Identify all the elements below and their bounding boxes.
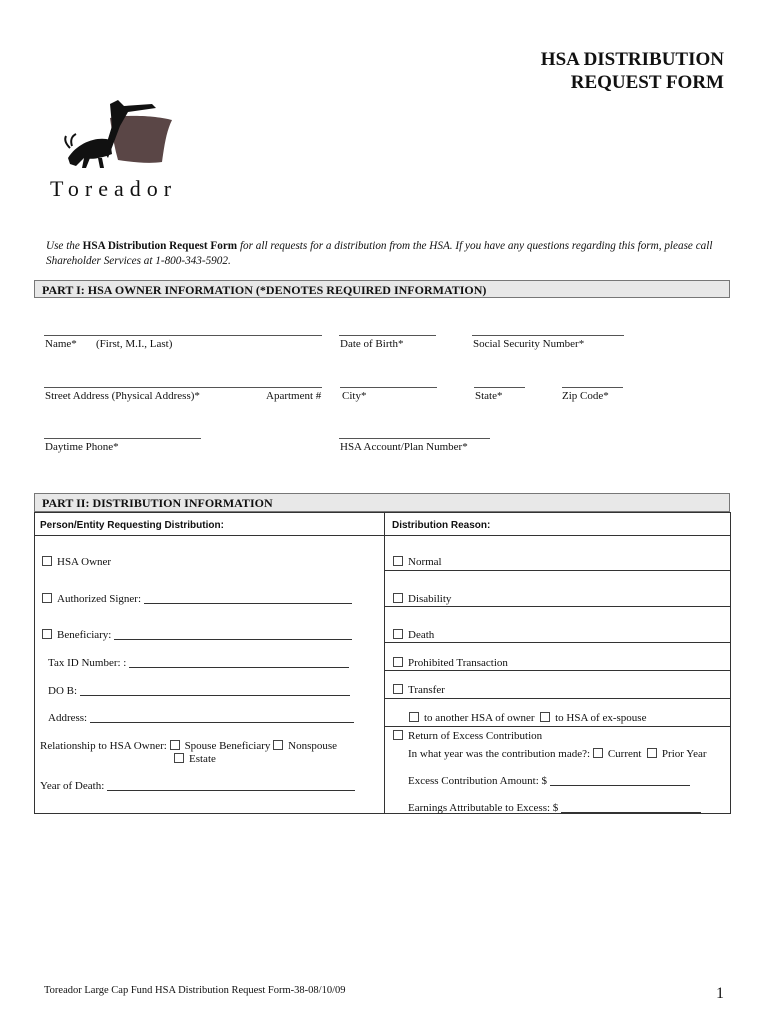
table-row-divider: [384, 670, 731, 671]
state-input[interactable]: [474, 387, 525, 388]
prior-year-label: Prior Year: [661, 748, 707, 760]
reason-transfer-label: Transfer: [408, 684, 445, 696]
zip-label: Zip Code*: [562, 390, 609, 402]
excess-amount-input[interactable]: [550, 785, 690, 786]
intro-form-name: HSA Distribution Request Form: [82, 240, 238, 252]
nonspouse-checkbox[interactable]: [273, 740, 283, 750]
address-label: Address:: [48, 712, 88, 724]
form-title: [541, 48, 724, 94]
reason-prohibited-checkbox[interactable]: [393, 657, 403, 667]
account-input[interactable]: [339, 438, 490, 439]
reason-return-excess-label: Return of Excess Contribution: [408, 730, 543, 742]
beneficiary-dob-label: DO B:: [48, 685, 78, 697]
form-title-line2: REQUEST FORM: [570, 72, 724, 93]
authorized-signer-input[interactable]: [144, 603, 352, 604]
intro-prefix: Use the: [46, 240, 83, 252]
to-another-hsa-label: to another HSA of owner: [424, 712, 535, 724]
contribution-year-row: [408, 748, 707, 760]
excess-amount-label: Excess Contribution Amount: $: [408, 775, 548, 787]
reason-normal-checkbox[interactable]: [393, 556, 403, 566]
beneficiary-dob-row: [48, 685, 350, 697]
year-of-death-row: [40, 780, 355, 792]
hsa-owner-option[interactable]: [42, 556, 111, 568]
relationship-label: Relationship to HSA Owner:: [40, 740, 167, 752]
reason-prohibited-option[interactable]: [393, 657, 508, 669]
to-ex-spouse-checkbox[interactable]: [540, 712, 550, 722]
apartment-label: Apartment #: [266, 390, 322, 402]
reason-return-excess-option[interactable]: [393, 730, 542, 742]
reason-return-excess-checkbox[interactable]: [393, 730, 403, 740]
estate-option[interactable]: [174, 753, 216, 765]
estate-label: Estate: [189, 753, 216, 765]
tax-id-label: Tax ID Number: :: [48, 657, 127, 669]
reason-normal-label: Normal: [408, 556, 442, 568]
logo-wordmark: Toreador: [50, 176, 178, 201]
current-year-label: Current: [607, 748, 642, 760]
to-another-hsa-checkbox[interactable]: [409, 712, 419, 722]
authorized-signer-label: Authorized Signer:: [57, 593, 142, 605]
nonspouse-label: Nonspouse: [288, 740, 338, 752]
city-label: City*: [342, 390, 367, 402]
city-input[interactable]: [340, 387, 437, 388]
street-input[interactable]: [44, 387, 322, 388]
to-ex-spouse-label: to HSA of ex-spouse: [555, 712, 647, 724]
address-row: [48, 712, 354, 724]
transfer-destination-row: [409, 712, 646, 724]
spouse-beneficiary-checkbox[interactable]: [170, 740, 180, 750]
reason-normal-option[interactable]: [393, 556, 442, 568]
table-row-divider: [384, 698, 731, 699]
excess-amount-row: [408, 775, 690, 787]
ssn-input[interactable]: [472, 335, 624, 336]
reason-disability-option[interactable]: [393, 593, 451, 605]
form-title-line1: HSA DISTRIBUTION: [540, 49, 724, 70]
year-of-death-label: Year of Death:: [40, 780, 105, 792]
reason-disability-checkbox[interactable]: [393, 593, 403, 603]
right-column-header: Distribution Reason:: [392, 520, 491, 531]
hsa-owner-checkbox[interactable]: [42, 556, 52, 566]
table-row-divider: [384, 726, 731, 727]
address-input[interactable]: [90, 722, 354, 723]
name-input[interactable]: [44, 335, 322, 336]
street-label: Street Address (Physical Address)*: [45, 390, 200, 402]
earnings-input[interactable]: [561, 812, 701, 813]
reason-transfer-option[interactable]: [393, 684, 445, 696]
authorized-signer-option[interactable]: [42, 593, 352, 605]
tax-id-row: [48, 657, 349, 669]
page-number: 1: [716, 985, 724, 1002]
reason-prohibited-label: Prohibited Transaction: [408, 657, 508, 669]
reason-death-checkbox[interactable]: [393, 629, 403, 639]
authorized-signer-checkbox[interactable]: [42, 593, 52, 603]
left-column-header: Person/Entity Requesting Distribution:: [40, 520, 224, 531]
dob-input[interactable]: [339, 335, 436, 336]
state-label: State*: [475, 390, 503, 402]
phone-label: Daytime Phone*: [45, 441, 119, 453]
tax-id-input[interactable]: [129, 667, 349, 668]
footer-text: Toreador Large Cap Fund HSA Distribution Request Form-38-08/10/09: [44, 985, 346, 996]
part2-header: PART II: DISTRIBUTION INFORMATION: [34, 493, 730, 512]
table-row-divider: [384, 642, 731, 643]
earnings-label: Earnings Attributable to Excess: $: [408, 802, 559, 814]
beneficiary-label: Beneficiary:: [57, 629, 112, 641]
spouse-beneficiary-label: Spouse Beneficiary: [184, 740, 271, 752]
name-hint: (First, M.I., Last): [96, 338, 173, 350]
beneficiary-checkbox[interactable]: [42, 629, 52, 639]
relationship-row: [40, 740, 337, 752]
beneficiary-dob-input[interactable]: [80, 695, 350, 696]
phone-input[interactable]: [44, 438, 201, 439]
reason-disability-label: Disability: [408, 593, 452, 605]
estate-checkbox[interactable]: [174, 753, 184, 763]
part1-header: PART I: HSA OWNER INFORMATION (*DENOTES REQUIRED INFORMATION): [34, 280, 730, 298]
table-column-divider: [384, 512, 385, 814]
beneficiary-option[interactable]: [42, 629, 352, 641]
reason-death-label: Death: [408, 629, 435, 641]
hsa-owner-label: HSA Owner: [57, 556, 112, 568]
account-label: HSA Account/Plan Number*: [340, 441, 468, 453]
intro-text: [46, 239, 736, 269]
table-row-divider: [384, 606, 731, 607]
table-row-divider: [34, 535, 731, 536]
prior-year-checkbox[interactable]: [647, 748, 657, 758]
zip-input[interactable]: [562, 387, 623, 388]
ssn-label: Social Security Number*: [473, 338, 585, 350]
earnings-row: [408, 802, 701, 814]
table-row-divider: [384, 570, 731, 571]
name-label: Name*: [45, 338, 77, 350]
reason-death-option[interactable]: [393, 629, 434, 641]
current-year-checkbox[interactable]: [593, 748, 603, 758]
dob-label: Date of Birth*: [340, 338, 404, 350]
year-of-death-input[interactable]: [107, 790, 355, 791]
beneficiary-input[interactable]: [114, 639, 352, 640]
reason-transfer-checkbox[interactable]: [393, 684, 403, 694]
intro-body: for all requests for a distribution from the HSA. If you have any questions regarding this form, please call Shareholder Services at 1-800-343-5902.: [46, 240, 713, 267]
contribution-year-question: In what year was the contribution made?:: [408, 748, 591, 760]
